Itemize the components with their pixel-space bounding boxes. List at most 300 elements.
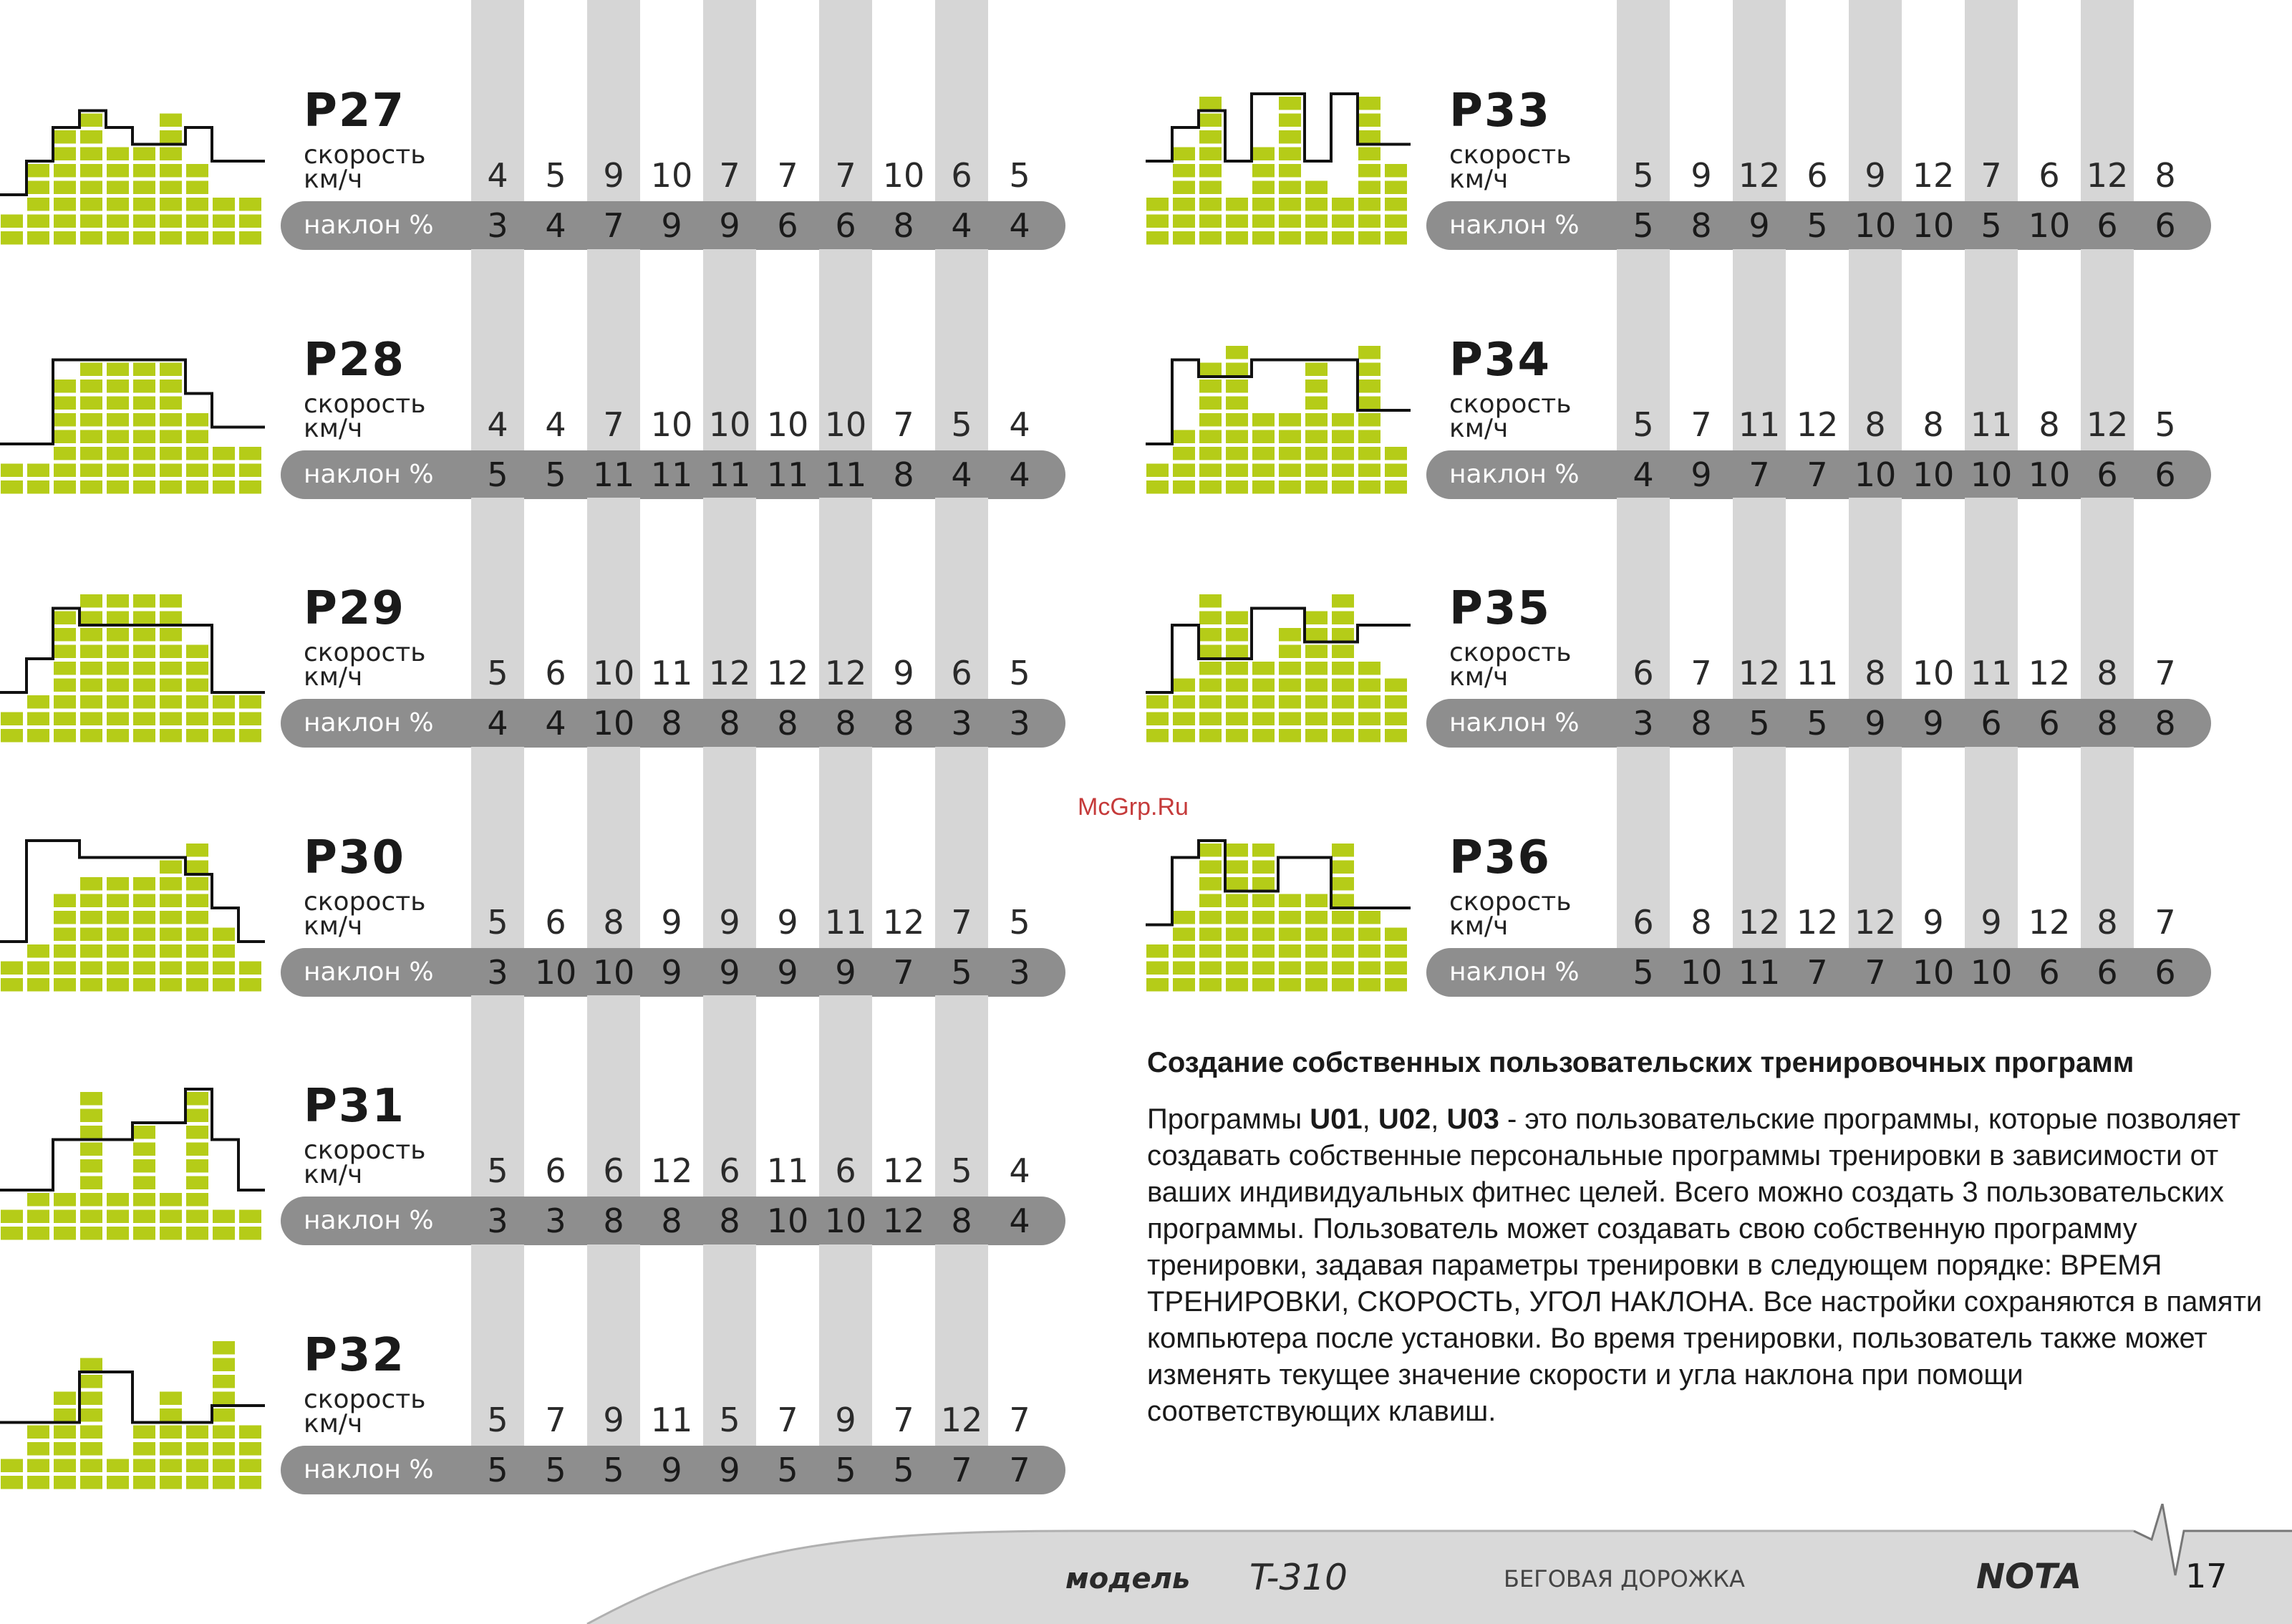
profile-bar-cell [27,1193,49,1207]
profile-bar-cell [80,927,102,941]
profile-bar-cell [54,662,76,675]
incline-value: 10 [2028,206,2071,245]
profile-bar-cell [1226,463,1248,477]
incline-label: наклон % [1449,211,1580,240]
profile-bar-cell [107,362,129,376]
profile-bar-cell [1199,877,1222,891]
profile-bar-cell [133,380,155,393]
speed-label [1449,886,1572,941]
profile-bar-cell [107,978,129,992]
profile-bar-cell [160,894,182,907]
profile-bar-cell [186,1425,208,1439]
profile-bar-cell [1332,662,1354,675]
profile-bar-cell [1146,480,1169,494]
profile-bar-cell [186,480,208,494]
profile-bar-cell [133,1459,155,1472]
profile-bar-cell [107,447,129,460]
profile-bar-cell [54,961,76,975]
profile-bar-cell [186,911,208,924]
profile-bar-cell [1199,130,1222,144]
profile-bar-cell [160,679,182,692]
incline-value: 5 [545,1450,566,1489]
separator: , [1431,1103,1447,1135]
profile-bar-cell [186,944,208,958]
profile-bar-cell [213,1459,235,1472]
incline-value: 9 [1691,455,1712,494]
profile-bar-cell [1332,695,1354,709]
profile-bar-cell [239,198,261,211]
speed-value: 9 [1691,156,1712,195]
profile-bar-cell [1332,612,1354,625]
incline-value: 8 [1691,704,1712,743]
profile-bar-cell [213,927,235,941]
profile-bar-cell [1199,114,1222,127]
profile-bar-cell [80,729,102,743]
profile-bar-cell [54,396,76,410]
profile-bar-cell [1305,430,1328,443]
profile-bar-cell [213,215,235,228]
speed-value: 12 [1738,156,1781,195]
profile-bar-cell [54,430,76,443]
profile-bar-cell [133,480,155,494]
profile-bar-cell [80,695,102,709]
profile-bar-cell [213,1442,235,1456]
profile-bar-cell [160,447,182,460]
profile-bar-cell [80,1176,102,1190]
profile-bar-cell [27,1425,49,1439]
incline-value: 8 [951,1202,972,1240]
profile-bar-cell [107,662,129,675]
speed-label [1449,638,1572,692]
profile-bar-cell [1252,164,1275,178]
model-label: модель [1065,1562,1191,1595]
profile-bar-cell [160,961,182,975]
incline-value: 4 [545,206,566,245]
profile-bar-cell [80,1442,102,1456]
profile-bar-cell [186,844,208,857]
speed-value: 7 [1691,654,1712,692]
speed-value: 5 [951,405,972,444]
profile-bar-cell [107,612,129,625]
profile-bar-cell [133,215,155,228]
profile-bar-cell [80,231,102,245]
profile-bar-cell [213,198,235,211]
profile-bar-cell [1199,844,1222,857]
profile-bar-cell [1332,860,1354,874]
program-name: P27 [304,84,405,137]
speed-value: 10 [650,156,693,195]
profile-bar-cell [1385,978,1407,992]
profile-bar-cell [160,130,182,144]
program-p31 [0,995,1081,1244]
profile-chart [0,249,265,497]
incline-value: 8 [1691,206,1712,245]
incline-value: 5 [487,1450,508,1489]
profile-bar-cell [1358,695,1380,709]
profile-bar-cell [1305,927,1328,941]
profile-bar-cell [1385,695,1407,709]
speed-value: 8 [1865,405,1886,444]
profile-bar-cell [1173,911,1195,924]
profile-bar-cell [160,181,182,195]
incline-profile-line [0,609,265,693]
speed-value: 11 [766,1151,809,1190]
profile-bar-cell [1252,961,1275,975]
incline-value: 8 [893,206,914,245]
profile-bar-cell [54,164,76,178]
speed-value: 11 [1796,654,1839,692]
section-title: Создание собственных пользовательских тренировочных программ [1147,1047,2134,1078]
profile-bar-cell [1226,346,1248,359]
incline-value: 8 [835,704,856,743]
profile-bar-cell [160,1227,182,1240]
profile-bar-cell [160,215,182,228]
incline-value: 8 [719,1202,740,1240]
profile-bar-cell [239,712,261,726]
speed-value: 6 [719,1151,740,1190]
speed-value: 5 [2155,405,2176,444]
speed-label [304,638,426,692]
profile-chart [1146,498,1411,745]
profile-bar-cell [80,1126,102,1139]
incline-value: 9 [719,1450,740,1489]
profile-bar-cell [186,164,208,178]
incline-value: 7 [1865,952,1886,992]
speed-label [304,1384,426,1439]
profile-bar-cell [1226,860,1248,874]
speed-value: 7 [603,405,624,444]
profile-bar-cell [186,662,208,675]
profile-bar-cell [186,181,208,195]
incline-value: 7 [1749,455,1770,494]
incline-value: 11 [1738,952,1781,992]
profile-bar-cell [186,645,208,659]
profile-bar-cell [186,447,208,460]
profile-bar-cell [1199,164,1222,178]
profile-bar-cell [1,1227,23,1240]
profile-bar-cell [1146,961,1169,975]
profile-bar-cell [107,961,129,975]
profile-bar-cell [80,1358,102,1371]
speed-label-line2: км/ч [1449,911,1509,941]
incline-value: 5 [1981,206,2002,245]
incline-value: 8 [893,704,914,743]
program-name: P31 [304,1080,405,1133]
profile-bar-cell [160,396,182,410]
incline-value: 7 [603,206,624,245]
profile-bar-cell [133,1442,155,1456]
profile-bar-cell [54,1442,76,1456]
incline-value: 5 [951,952,972,992]
profile-bar-cell [133,911,155,924]
incline-value: 4 [1633,455,1654,494]
profile-bar-cell [1305,961,1328,975]
profile-bar-cell [1,712,23,726]
profile-bar-cell [133,662,155,675]
profile-bar-cell [1305,712,1328,726]
incline-value: 11 [592,455,635,494]
incline-value: 4 [951,455,972,494]
profile-bar-cell [1305,612,1328,625]
incline-value: 3 [487,1202,508,1240]
profile-bar-cell [1199,712,1222,726]
speed-value: 9 [777,902,798,942]
incline-value: 9 [1865,704,1886,743]
profile-bar-cell [1252,877,1275,891]
profile-bar-cell [1332,413,1354,427]
profile-bar-cell [1199,181,1222,195]
profile-bar-cell [186,961,208,975]
profile-bar-cell [1305,215,1328,228]
profile-bar-cell [133,231,155,245]
profile-bar-cell [1199,362,1222,376]
speed-value: 8 [2039,405,2060,444]
profile-bar-cell [1332,729,1354,743]
profile-bar-cell [1226,362,1248,376]
brand-logo: NOTA [1976,1557,2082,1597]
profile-bar-cell [213,1210,235,1224]
profile-bar-cell [1305,729,1328,743]
profile-bar-cell [213,978,235,992]
profile-bar-cell [1226,231,1248,245]
profile-bar-cell [1,1210,23,1224]
profile-bar-cell [1146,729,1169,743]
profile-bar-cell [1358,927,1380,941]
incline-value: 10 [1970,952,2013,992]
speed-value: 9 [1865,156,1886,195]
speed-value: 8 [2155,156,2176,195]
profile-bar-cell [27,215,49,228]
speed-value: 7 [951,902,972,942]
speed-value: 11 [824,902,867,942]
profile-bar-cell [1199,215,1222,228]
profile-bar-cell [1305,413,1328,427]
profile-bar-cell [80,911,102,924]
speed-value: 5 [545,156,566,195]
profile-bar-cell [239,961,261,975]
profile-bar-cell [1305,231,1328,245]
profile-bar-cell [186,1109,208,1123]
incline-label: наклон % [304,708,434,738]
profile-bar-cell [213,729,235,743]
speed-value: 7 [777,1400,798,1439]
incline-value: 8 [777,704,798,743]
profile-bar-cell [1226,198,1248,211]
profile-bar-cell [133,712,155,726]
profile-bar-cell [1279,662,1301,675]
speed-value: 5 [487,902,508,942]
profile-bar-cell [1358,712,1380,726]
profile-bar-cell [1252,148,1275,161]
profile-bar-cell [1226,729,1248,743]
incline-value: 3 [1633,704,1654,743]
incline-value: 5 [1807,206,1828,245]
profile-bar-cell [80,1425,102,1439]
incline-value: 9 [1749,206,1770,245]
speed-value: 12 [1738,902,1781,942]
speed-value: 6 [545,1151,566,1190]
profile-bar-cell [1358,447,1380,460]
profile-bar-cell [1279,978,1301,992]
profile-bar-cell [27,978,49,992]
profile-bar-cell [1385,712,1407,726]
profile-bar-cell [1332,480,1354,494]
incline-value: 11 [650,455,693,494]
speed-label-line2: км/ч [304,413,363,443]
profile-bar-cell [1,215,23,228]
profile-bar-cell [1358,164,1380,178]
profile-bar-cell [186,413,208,427]
speed-value: 6 [951,654,972,692]
profile-bar-cell [133,463,155,477]
profile-bar-cell [80,944,102,958]
incline-value: 5 [893,1450,914,1489]
profile-bar-cell [80,1476,102,1489]
profile-bar-cell [80,645,102,659]
profile-bar-cell [54,1210,76,1224]
profile-bar-cell [239,978,261,992]
incline-value: 7 [1009,1450,1030,1489]
profile-bar-cell [1279,114,1301,127]
incline-value: 10 [766,1202,809,1240]
speed-value: 7 [1691,405,1712,444]
profile-bar-cell [1173,231,1195,245]
speed-value: 7 [777,156,798,195]
profile-bar-cell [54,1193,76,1207]
profile-chart [1146,747,1411,995]
speed-value: 11 [650,654,693,692]
profile-bar-cell [186,729,208,743]
profile-bar-cell [133,894,155,907]
speed-value: 7 [2155,902,2176,942]
profile-bar-cell [1252,231,1275,245]
profile-bar-cell [160,480,182,494]
profile-bar-cell [1385,729,1407,743]
incline-value: 3 [487,206,508,245]
profile-bar-cell [80,198,102,211]
profile-bar-cell [107,148,129,161]
body-text: - это пользовательские программы, которые позволяет создавать собственные персональные программы тренировки в зависимости от ваших индивидуальных фитнес целей. Всего можно создать 3 пользовательских программы. Пользователь может создавать свою собственную программу тренировки, задавая параметры тренировки в следующем порядке: ВРЕМЯ ТРЕНИРОВКИ, СКОРОСТЬ, УГОЛ НАКЛОНА. Все настройки сохраняются в памяти компьютера после установки. Во время тренировки, пользователь также может изменять текущее значение скорости и угла наклона при помощи соответствующих клавиш. [1147,1103,2263,1427]
profile-bar-cell [54,1459,76,1472]
speed-value: 5 [1633,405,1654,444]
speed-label-line2: км/ч [1449,165,1509,194]
profile-bar-cell [186,1210,208,1224]
profile-bar-cell [1199,961,1222,975]
profile-bar-cell [27,181,49,195]
incline-value: 3 [1009,952,1030,992]
profile-bar-cell [107,927,129,941]
profile-bar-cell [1199,927,1222,941]
speed-value: 6 [2039,156,2060,195]
profile-bar-cell [27,1210,49,1224]
profile-bar-cell [160,911,182,924]
speed-label [304,1136,426,1189]
profile-bar-cell [133,1476,155,1489]
speed-value: 7 [545,1400,566,1439]
profile-bar-cell [1199,148,1222,161]
speed-value: 10 [650,405,693,444]
profile-bar-cell [1279,430,1301,443]
profile-bar-cell [160,1210,182,1224]
profile-bar-cell [54,712,76,726]
profile-bar-cell [1226,215,1248,228]
incline-value: 5 [1633,206,1654,245]
incline-value: 11 [824,455,867,494]
profile-bar-cell [1,1476,23,1489]
profile-bar-cell [1279,181,1301,195]
incline-value: 7 [1807,455,1828,494]
profile-bar-cell [133,148,155,161]
profile-chart [0,995,265,1243]
incline-value: 6 [1981,704,2002,743]
body-prefix: Программы [1147,1103,1310,1135]
speed-value: 9 [661,902,682,942]
incline-value: 10 [1912,455,1955,494]
speed-value: 4 [545,405,566,444]
profile-bar-cell [160,927,182,941]
incline-value: 6 [777,206,798,245]
incline-value: 3 [545,1202,566,1240]
profile-bar-cell [54,1408,76,1422]
profile-bar-cell [54,480,76,494]
profile-bar-cell [1279,215,1301,228]
profile-bar-cell [1199,628,1222,642]
profile-bar-cell [1279,447,1301,460]
speed-value: 8 [1865,654,1886,692]
profile-bar-cell [1226,961,1248,975]
profile-bar-cell [239,480,261,494]
profile-bar-cell [1226,645,1248,659]
profile-bar-cell [1305,463,1328,477]
program-name: P32 [304,1328,405,1382]
profile-bar-cell [1305,894,1328,907]
speed-value: 12 [1738,654,1781,692]
profile-bar-cell [239,729,261,743]
profile-bar-cell [1199,594,1222,608]
incline-value: 9 [835,952,856,992]
profile-bar-cell [107,877,129,891]
profile-bar-cell [1226,944,1248,958]
speed-value: 9 [603,1400,624,1439]
speed-value: 12 [1796,405,1839,444]
profile-bar-cell [1279,695,1301,709]
incline-value: 6 [835,206,856,245]
profile-bar-cell [1358,729,1380,743]
profile-bar-cell [1252,911,1275,924]
speed-value: 5 [719,1400,740,1439]
incline-value: 6 [2039,952,2060,992]
profile-bar-cell [107,679,129,692]
profile-bar-cell [239,447,261,460]
incline-value: 9 [661,952,682,992]
profile-bar-cell [1279,413,1301,427]
profile-bar-cell [107,164,129,178]
incline-value: 3 [487,952,508,992]
profile-bar-cell [27,944,49,958]
speed-label-line1: скорость [304,1384,426,1414]
profile-bar-cell [1173,944,1195,958]
profile-bar-cell [239,695,261,709]
profile-bar-cell [1358,97,1380,110]
profile-bar-cell [1226,413,1248,427]
profile-bar-cell [1252,844,1275,857]
profile-bar-cell [1199,645,1222,659]
profile-bar-cell [27,695,49,709]
profile-bar-cell [107,911,129,924]
profile-bar-cell [1279,894,1301,907]
speed-value: 11 [1738,405,1781,444]
incline-value: 10 [1854,206,1897,245]
